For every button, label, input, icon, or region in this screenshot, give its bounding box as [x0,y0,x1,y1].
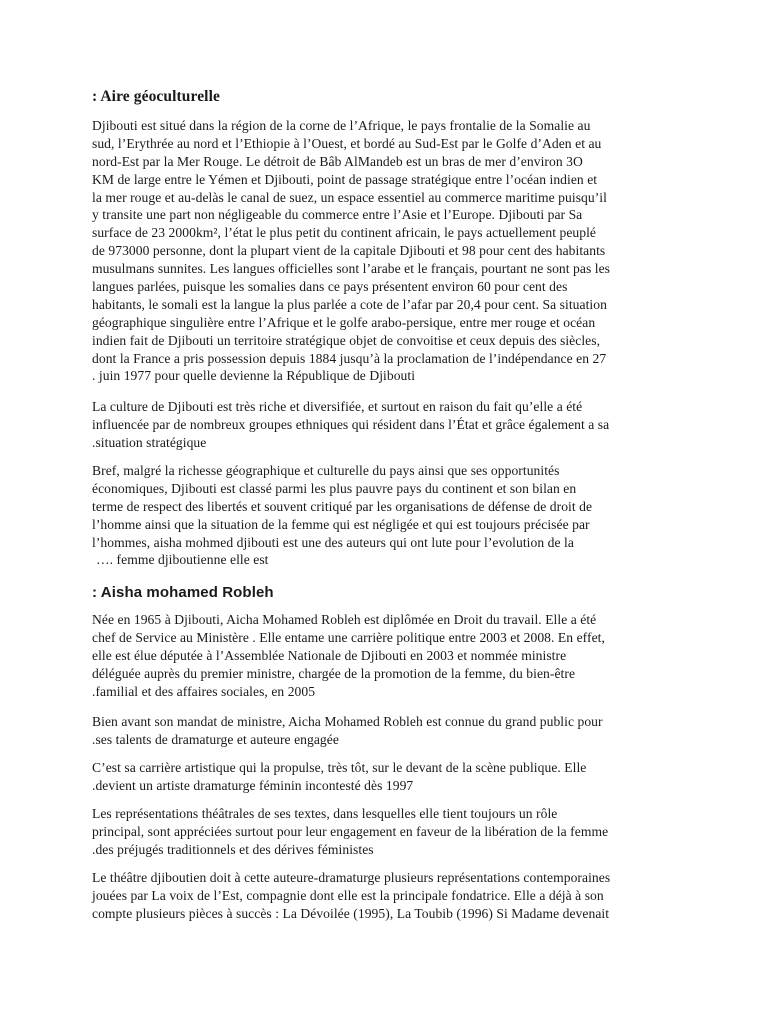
text-line: dont la France a pris possession depuis 1884 jusqu’à la proclamation de l’indépendance en 27 [92,350,607,366]
text-line: Née en 1965 à Djibouti, Aicha Mohamed Robleh est diplômée en Droit du travail. Elle a été [92,612,597,627]
paragraph-biography [92,611,680,700]
text-line: C’est sa carrière artistique qui la propulse, très tôt, sur le devant de la scène publique. Elle [92,760,587,775]
text-line: Le théâtre djiboutien doit à cette auteure-dramaturge plusieurs représentations contemporaines [92,870,611,885]
text-line: principal, sont appréciées surtout pour leur engagement en faveur de la libération de la femme [92,823,609,839]
text-line: sud, l’Erythrée au nord et l’Ethiopie à l’Ouest, et bordé au Sud-Est par le Golfe d’Aden et au [92,135,602,151]
text-line: terme de respect des libertés et souvent critiqué par les organisations de défense de droit de [92,498,593,514]
text-line: y transite une part non négligeable du commerce entre l’Asie et l’Europe. Djibouti par Sa [92,207,583,223]
text-line: nord-Est par la Mer Rouge. Le détroit de Bâb AlMandeb est un bras de mer d’environ 3O [92,153,583,169]
text-line: de 973000 personne, dont la plupart vient de la capitale Djibouti et 98 pour cent des habitants [92,243,606,259]
text-line: influencée par de nombreux groupes ethniques qui résident dans l’État et grâce également a sa [92,416,610,432]
text-line: compte plusieurs pièces à succès : La Dévoilée (1995), La Toubib (1996) Si Madame devenait [92,905,610,921]
text-line: chef de Service au Ministère . Elle entame une carrière politique entre 2003 et 2008. En effet, [92,629,605,645]
text-line: .devient un artiste dramaturge féminin incontesté dès 1997 [92,777,414,793]
text-line: La culture de Djibouti est très riche et diversifiée, et surtout en raison du fait qu’elle a été [92,399,583,414]
text-line: .situation stratégique [92,434,207,450]
text-line: déléguée auprès du premier ministre, chargée de la promotion de la femme, du bien-être [92,665,576,681]
paragraph-culture [92,398,680,452]
text-line: . juin 1977 pour quelle devienne la République de Djibouti [92,368,416,384]
section-heading-aisha-mohamed-robleh: : Aisha mohamed Robleh [92,584,274,601]
paragraph-dramaturge [92,713,680,749]
text-line: habitants, le somali est la langue la plus parlée a cote de l’afar par 20,4 pour cent. Sa situation [92,296,607,312]
text-line: géographique singulière entre l’Afrique et le golfe arabo-persique, entre mer rouge et océan [92,314,596,330]
text-line: langues parlées, puisque les somalies dans ce pays présentent environ 60 pour cent des [92,279,568,295]
text-line: Bien avant son mandat de ministre, Aicha Mohamed Robleh est connue du grand public pour [92,714,603,729]
text-line: Djibouti est situé dans la région de la corne de l’Afrique, le pays frontalie de la Somalie au [92,118,591,133]
paragraph-geography [92,117,680,385]
paragraph-career [92,759,680,795]
text-line: elle est élue députée à l’Assemblée Nationale de Djibouti en 2003 et nommée ministre [92,647,567,663]
text-line: .ses talents de dramaturge et auteure engagée [92,731,339,747]
text-line: Bref, malgré la richesse géographique et culturelle du pays ainsi que ses opportunités [92,463,560,478]
section-heading-aire-geoculturelle: : Aire géoculturelle [92,88,220,105]
text-line: .familial et des affaires sociales, en 2005 [92,683,316,699]
text-line: l’homme ainsi que la situation de la femme qui est négligée et qui est toujours précisée par [92,516,590,532]
paragraph-theatre [92,869,680,923]
text-line: …. femme djiboutienne elle est [96,552,269,568]
text-line: la mer rouge et au-delàs le canal de suez, un espace essentiel au commerce maritime puisqu’il [92,189,607,205]
text-line: .des préjugés traditionnels et des dérives féministes [92,841,374,857]
text-line: indien fait de Djibouti un territoire stratégique objet de convoitise et ceux depuis des siècles, [92,332,601,348]
text-line: l’hommes, aisha mohmed djibouti est une des auteurs qui ont lute pour l’evolution de la [92,534,574,550]
text-line: surface de 23 2000km², l’état le plus petit du continent africain, le pays actuellement peuplé [92,225,597,241]
text-line: KM de large entre le Yémen et Djibouti, point de passage stratégique entre l’océan indien et [92,171,598,187]
paragraph-representations [92,805,680,859]
text-line: Les représentations théâtrales de ses textes, dans lesquelles elle tient toujours un rôle [92,806,558,821]
text-line: économiques, Djibouti est classé parmi les plus pauvre pays du continent et son bilan en [92,480,577,496]
paragraph-summary [92,462,680,569]
text-line: jouées par La voix de l’Est, compagnie dont elle est la principale fondatrice. Elle a déjà à son [92,887,604,903]
text-line: musulmans sunnites. Les langues officielles sont l’arabe et le français, pourtant ne sont pas les [92,261,611,277]
